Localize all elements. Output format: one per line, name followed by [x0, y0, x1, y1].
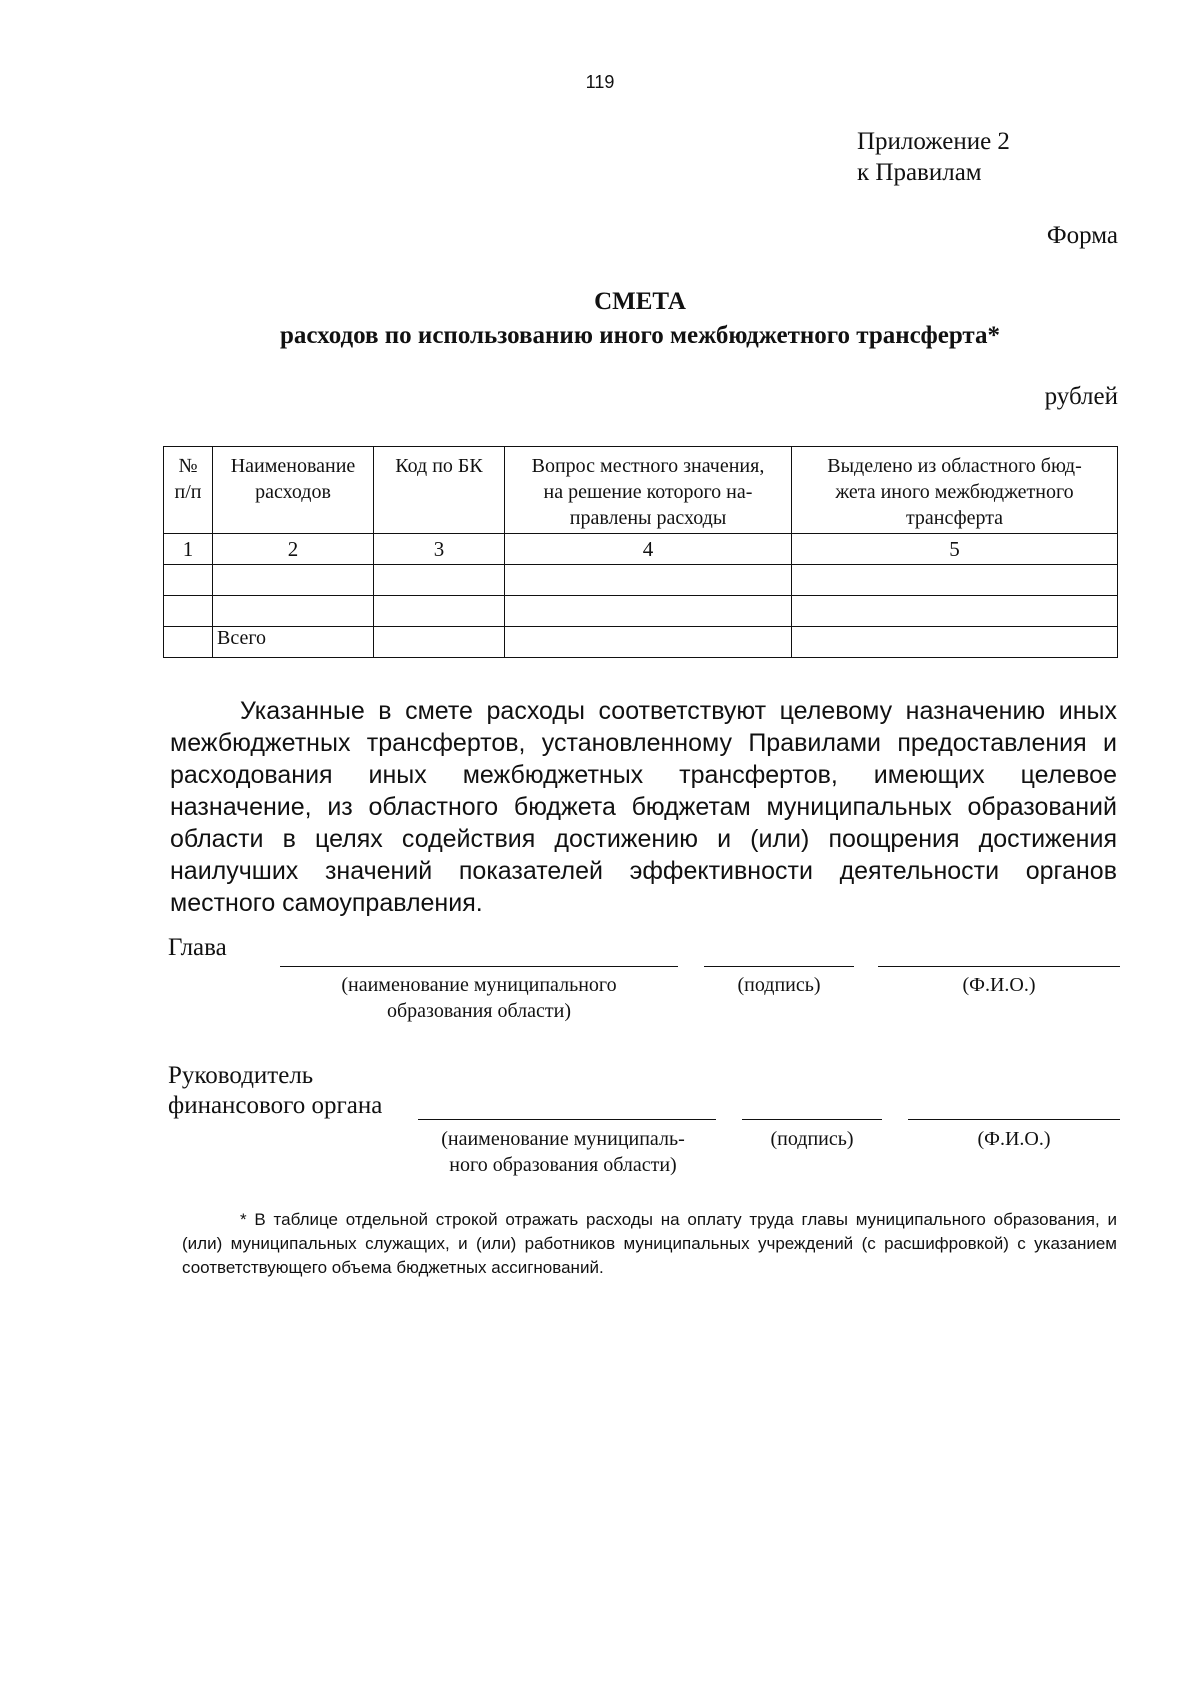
table-cell [213, 596, 374, 627]
table-cell [792, 596, 1118, 627]
document-title: СМЕТА [594, 288, 686, 315]
table-total-row [164, 627, 1118, 658]
appendix-line-2: к Правилам [857, 159, 982, 186]
header-budget-code: Код по БК [374, 447, 505, 534]
header-expense-name: Наименование расходов [213, 447, 374, 534]
table-cell: 3 [374, 534, 505, 565]
finance-name-caption: (наименование муниципаль- ного образования области) [441, 1128, 685, 1176]
head-fio-caption: (Ф.И.О.) [962, 974, 1036, 996]
table-index-row [164, 534, 1118, 565]
table-cell: 5 [792, 534, 1118, 565]
table-cell [792, 565, 1118, 596]
table-row [164, 596, 1118, 627]
head-signature-caption: (подпись) [737, 974, 821, 996]
page-number: 119 [585, 72, 615, 92]
table-cell [374, 565, 505, 596]
finance-fio-caption: (Ф.И.О.) [977, 1128, 1051, 1150]
estimate-table [163, 446, 1118, 658]
table-cell [505, 596, 792, 627]
head-signature-line [704, 966, 854, 967]
table-cell [164, 565, 213, 596]
finance-fio-line [908, 1119, 1120, 1120]
finance-signature-caption: (подпись) [770, 1128, 854, 1150]
table-header-row [164, 447, 1118, 534]
table-cell [164, 627, 213, 658]
document-subtitle: расходов по использованию иного межбюджетного трансферта* [280, 322, 1000, 349]
table-cell: 1 [164, 534, 213, 565]
table-cell [164, 596, 213, 627]
units-label: рублей [1044, 383, 1118, 410]
table-cell [213, 565, 374, 596]
finance-signature-line [742, 1119, 882, 1120]
header-number: № п/п [164, 447, 213, 534]
appendix-heading [857, 126, 1010, 188]
table-cell [792, 627, 1118, 658]
head-name-caption: (наименование муниципального образования области) [341, 974, 617, 1022]
table-cell: 4 [505, 534, 792, 565]
table-cell [505, 565, 792, 596]
appendix-line-1: Приложение 2 [857, 128, 1010, 155]
finance-head-label-1: Руководитель [168, 1062, 314, 1089]
statement-paragraph: Указанные в смете расходы соответствуют целевому назначению иных межбюджетных трансфертов, установленному Правилами предоставления и расходования иных межбюджетных трансфертов, имеющих целевое назначение, из областного бюджета бюджетам муниципальных образований области в целях содействия достижению и (или) поощрения достижения наилучших значений показателей эффективности деятельности органов местного самоуправления. [170, 697, 1117, 917]
head-fio-line [878, 966, 1120, 967]
form-label: Форма [1046, 222, 1118, 249]
total-label: Всего [213, 627, 374, 658]
finance-head-label-2: финансового органа [168, 1092, 383, 1119]
head-label: Глава [168, 934, 227, 961]
table-cell [505, 627, 792, 658]
table-cell [374, 596, 505, 627]
table-cell [374, 627, 505, 658]
head-name-line [280, 966, 678, 967]
finance-name-line [418, 1119, 716, 1120]
header-local-issue: Вопрос местного значения, на решение которого на- правлены расходы [505, 447, 792, 534]
table-row [164, 565, 1118, 596]
footnote: * В таблице отдельной строкой отражать расходы на оплату труда главы муниципального образования, и (или) муниципальных служащих, и (или) работников муниципальных учреждений (с расшифровкой) с указанием соответствующего объема бюджетных ассигнований. [182, 1210, 1117, 1277]
table-cell: 2 [213, 534, 374, 565]
header-allocated-amount: Выделено из областного бюд- жета иного межбюджетного трансферта [792, 447, 1118, 534]
